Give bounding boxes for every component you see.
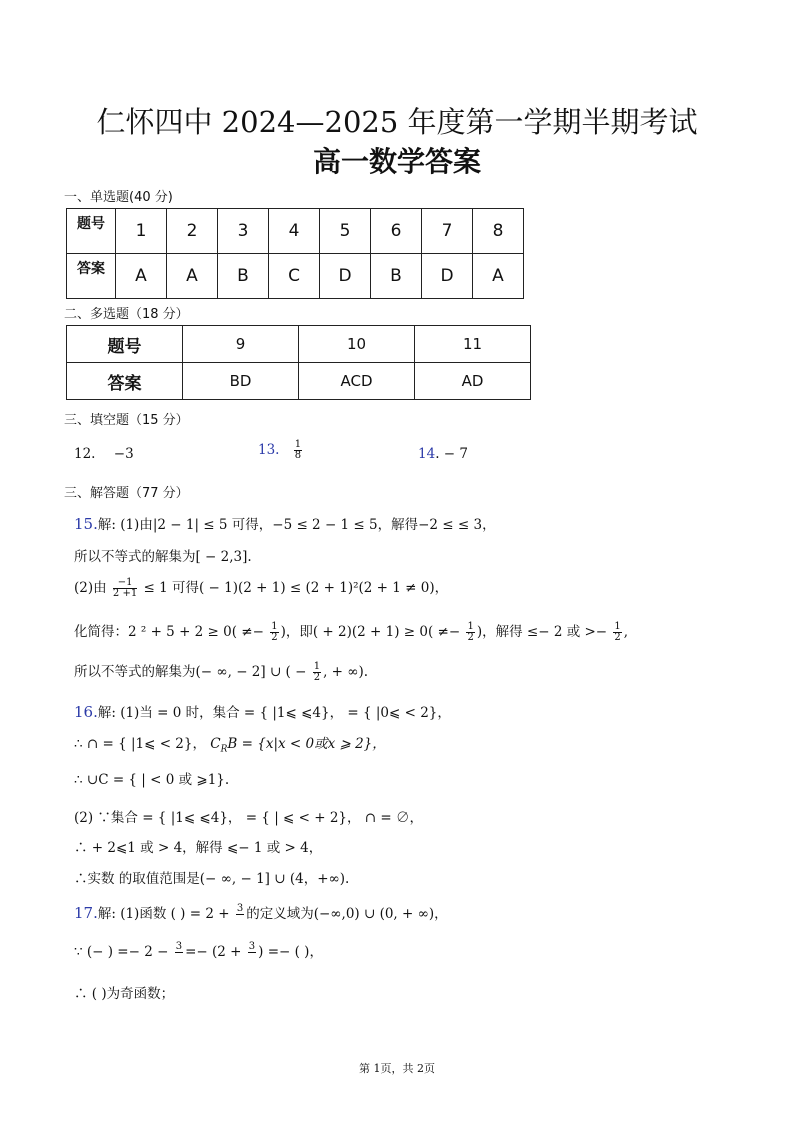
solution-line bbox=[74, 620, 628, 643]
solution-text: ∴ ∩ = { |1⩽ < 2}， bbox=[74, 736, 206, 752]
complement-symbol: C bbox=[210, 736, 221, 752]
table-row bbox=[67, 254, 524, 299]
question-number: 12. bbox=[74, 446, 96, 462]
solution-text: , bbox=[623, 624, 629, 640]
row-label-answer: 答案 bbox=[67, 254, 116, 299]
question-number: 5 bbox=[320, 209, 371, 254]
answer-value: −3 bbox=[113, 446, 134, 462]
fraction bbox=[248, 942, 256, 963]
question-number: 2 bbox=[167, 209, 218, 254]
fraction bbox=[236, 904, 244, 925]
solution-text: )，即( + 2)(2 + 1) ≥ 0( ≠− bbox=[280, 624, 461, 640]
solution-text: , + ∞). bbox=[323, 664, 369, 680]
question-number: 16. bbox=[74, 703, 98, 721]
solution-text: 所以不等式的解集为(− ∞, − 2] ∪ ( − bbox=[74, 664, 307, 680]
fraction-numerator: 1 bbox=[271, 621, 278, 632]
answer-cell: B bbox=[371, 254, 422, 299]
solution-text: =− (2 + bbox=[185, 944, 242, 960]
fraction-numerator: 1 bbox=[467, 621, 474, 632]
row-label-answer: 答案 bbox=[67, 363, 183, 400]
fraction-numerator: 3 bbox=[175, 941, 183, 952]
fraction-denominator: 2 +1 bbox=[112, 588, 138, 599]
solution-text: )，解得 ≤− 2 或 >− bbox=[476, 624, 608, 640]
question-number: 3 bbox=[218, 209, 269, 254]
fraction-denominator: 2 bbox=[614, 632, 621, 643]
question-number: 4 bbox=[269, 209, 320, 254]
fraction-denominator: 8 bbox=[294, 450, 302, 461]
solution-text: ) =− ( )， bbox=[258, 944, 323, 960]
solution-text: B = {x|x < 0或x ⩾ 2}， bbox=[227, 736, 386, 752]
answer-13 bbox=[258, 440, 304, 461]
question-number: 13. bbox=[258, 442, 280, 458]
solution-line: ∴ ∪C = { | < 0 或 ⩾1}. bbox=[74, 772, 230, 788]
solution-text: ≤ 1 可得( − 1)(2 + 1) ≤ (2 + 1)²(2 + 1 ≠ 0)， bbox=[143, 580, 449, 596]
solution-line: (2) ∵集合 = { |1⩽ ⩽4}， = { | ⩽ < + 2}， ∩ = ∅， bbox=[74, 810, 424, 826]
section-solutions-heading: 三、解答题（77 分） bbox=[64, 486, 189, 501]
fraction-denominator: 2 bbox=[313, 672, 321, 683]
fraction bbox=[466, 622, 474, 643]
answer-value: . − 7 bbox=[435, 446, 468, 462]
fraction-numerator: 1 bbox=[313, 661, 321, 672]
question-number: 17. bbox=[74, 904, 98, 922]
solution-text: 解: (1)函数 ( ) = 2 + bbox=[97, 906, 230, 922]
fraction-denominator: 2 bbox=[271, 632, 278, 643]
solution-line bbox=[74, 701, 451, 721]
question-number: 15. bbox=[74, 515, 98, 533]
fraction-numerator: 3 bbox=[236, 903, 244, 914]
question-number: 11 bbox=[415, 326, 531, 363]
section-fill-blank-heading: 三、填空题（15 分） bbox=[64, 413, 189, 428]
solution-text: ∵ (− ) =− 2 − bbox=[74, 944, 169, 960]
answer-cell: ACD bbox=[299, 363, 415, 400]
answer-subtitle: 高一数学答案 bbox=[312, 145, 481, 178]
fraction-denominator: 2 bbox=[467, 632, 474, 643]
exam-title: 仁怀四中 2024—2025 年度第一学期半期考试 bbox=[96, 105, 698, 139]
single-choice-table bbox=[66, 208, 524, 299]
solution-line: ∴ + 2⩽1 或 > 4，解得 ⩽− 1 或 > 4， bbox=[74, 840, 323, 856]
answer-cell: D bbox=[422, 254, 473, 299]
solution-text: 化简得：2 ² + 5 + 2 ≥ 0( ≠− bbox=[74, 624, 264, 640]
question-number: 6 bbox=[371, 209, 422, 254]
question-number: 7 bbox=[422, 209, 473, 254]
solution-line: ∴实数 的取值范围是(− ∞, − 1] ∪ (4，+∞). bbox=[74, 871, 350, 887]
page-footer: 第 1页，共 2页 bbox=[359, 1062, 435, 1075]
fraction-denominator bbox=[175, 953, 183, 963]
fraction bbox=[613, 622, 621, 643]
solution-line bbox=[74, 902, 448, 925]
solution-text: (2)由 bbox=[74, 580, 107, 596]
fraction bbox=[294, 440, 302, 461]
fraction bbox=[175, 942, 183, 963]
row-label-question: 题号 bbox=[67, 326, 183, 363]
fraction-numerator: −1 bbox=[113, 578, 137, 589]
solution-line bbox=[74, 576, 448, 599]
solution-text: 解: (1)当 = 0 时，集合 = { |1⩽ ⩽4}， = { |0⩽ < 2}， bbox=[97, 705, 451, 721]
multi-choice-table bbox=[66, 325, 531, 400]
complement-subscript: R bbox=[220, 744, 228, 755]
fraction-denominator bbox=[236, 915, 244, 925]
fraction-numerator: 1 bbox=[294, 439, 302, 450]
fraction bbox=[113, 578, 137, 599]
question-number: 9 bbox=[183, 326, 299, 363]
answer-cell: AD bbox=[415, 363, 531, 400]
answer-12 bbox=[74, 446, 134, 462]
fraction-denominator bbox=[248, 953, 256, 963]
complement-notation bbox=[210, 736, 386, 755]
question-number: 14 bbox=[418, 446, 436, 462]
fraction bbox=[270, 622, 278, 643]
answer-cell: B bbox=[218, 254, 269, 299]
row-label-question: 题号 bbox=[67, 209, 116, 254]
answer-cell: BD bbox=[183, 363, 299, 400]
section-single-choice-heading: 一、单选题(40 分) bbox=[64, 190, 173, 205]
solution-text: 的定义域为(−∞,0) ∪ (0, + ∞)， bbox=[246, 906, 448, 922]
section-multi-choice-heading: 二、多选题（18 分） bbox=[64, 307, 189, 322]
solution-line bbox=[74, 732, 386, 755]
solution-line: ∴ ( )为奇函数； bbox=[74, 986, 175, 1002]
solution-line bbox=[74, 660, 368, 683]
solution-line bbox=[74, 513, 496, 533]
answer-cell: C bbox=[269, 254, 320, 299]
fraction-numerator: 1 bbox=[614, 621, 621, 632]
answer-cell: A bbox=[167, 254, 218, 299]
table-row bbox=[67, 363, 531, 400]
table-row bbox=[67, 209, 524, 254]
answer-cell: A bbox=[473, 254, 524, 299]
table-row bbox=[67, 326, 531, 363]
solution-text: 解: (1)由|2 − 1| ≤ 5 可得，−5 ≤ 2 − 1 ≤ 5，解得−2 ≤ ≤ 3， bbox=[97, 517, 496, 533]
question-number: 1 bbox=[116, 209, 167, 254]
question-number: 8 bbox=[473, 209, 524, 254]
answer-cell: D bbox=[320, 254, 371, 299]
answer-14 bbox=[418, 446, 468, 462]
fraction bbox=[313, 662, 321, 683]
question-number: 10 bbox=[299, 326, 415, 363]
fraction-numerator: 3 bbox=[248, 941, 256, 952]
answer-cell: A bbox=[116, 254, 167, 299]
solution-line: 所以不等式的解集为[ − 2,3]. bbox=[74, 549, 252, 565]
solution-line bbox=[74, 940, 323, 963]
